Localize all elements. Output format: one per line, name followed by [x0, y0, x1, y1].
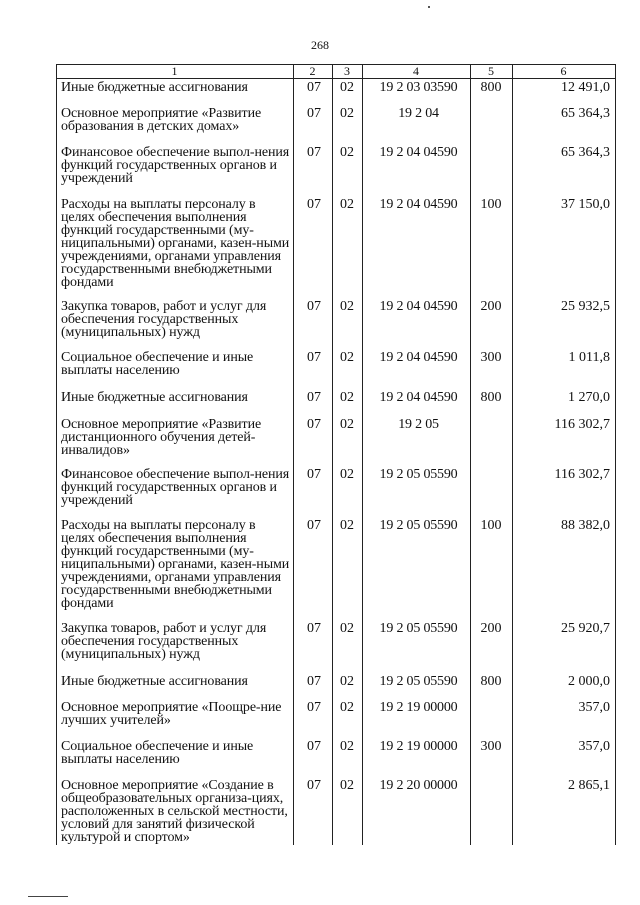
row-amount: 12 491,0 [561, 80, 610, 95]
column-divider [293, 64, 294, 845]
row-name: Финансовое обеспечение выпол-нения функций государственных органов и учреждений [61, 145, 290, 186]
row-amount: 2 865,1 [568, 778, 610, 793]
row-subsection: 02 [340, 299, 354, 314]
row-name: Социальное обеспечение и иные выплаты населению [61, 739, 254, 767]
header-cell: 6 [560, 64, 567, 78]
column-divider [512, 64, 513, 845]
row-amount: 116 302,7 [554, 417, 610, 432]
header-cell: 5 [488, 64, 494, 78]
row-name: Иные бюджетные ассигнования [61, 80, 248, 95]
header-cell: 2 [309, 64, 316, 78]
row-subsection: 02 [340, 700, 354, 715]
row-target-code: 19 2 04 04590 [379, 390, 458, 405]
row-expense-type: 800 [480, 674, 502, 689]
row-expense-type: 100 [480, 518, 502, 533]
row-subsection: 02 [340, 417, 354, 432]
row-target-code: 19 2 05 [398, 417, 439, 432]
row-expense-type: 200 [480, 621, 502, 636]
row-target-code: 19 2 05 05590 [379, 467, 458, 482]
row-target-code: 19 2 04 04590 [379, 197, 458, 212]
row-section: 07 [307, 700, 321, 715]
row-name: Основное мероприятие «Развитие дистанционного обучения детей-инвалидов» [61, 417, 262, 458]
row-section: 07 [307, 197, 321, 212]
row-name: Основное мероприятие «Развитие образования в детских домах» [61, 106, 262, 134]
row-section: 07 [307, 739, 321, 754]
row-name: Иные бюджетные ассигнования [61, 674, 248, 689]
row-section: 07 [307, 778, 321, 793]
row-section: 07 [307, 621, 321, 636]
header-bottom-border [56, 78, 616, 79]
row-name: Расходы на выплаты персоналу в целях обеспечения выполнения функций государственными (му-ниципальными) органами, казен-ными учреждениями, органами управления государственными внебюджетными фондами [61, 518, 290, 611]
row-amount: 65 364,3 [561, 106, 610, 121]
column-divider [615, 64, 616, 845]
row-target-code: 19 2 04 04590 [379, 299, 458, 314]
row-subsection: 02 [340, 739, 354, 754]
row-amount: 65 364,3 [561, 145, 610, 160]
row-name: Закупка товаров, работ и услуг для обеспечения государственных (муниципальных) нужд [61, 621, 267, 662]
row-section: 07 [307, 350, 321, 365]
row-expense-type: 800 [480, 80, 502, 95]
row-target-code: 19 2 19 00000 [379, 739, 458, 754]
row-section: 07 [307, 674, 321, 689]
row-subsection: 02 [340, 778, 354, 793]
scan-artifact [428, 6, 430, 8]
row-subsection: 02 [340, 390, 354, 405]
row-amount: 2 000,0 [568, 674, 610, 689]
row-expense-type: 800 [480, 390, 502, 405]
row-amount: 88 382,0 [561, 518, 610, 533]
row-amount: 1 011,8 [568, 350, 610, 365]
row-subsection: 02 [340, 467, 354, 482]
row-amount: 357,0 [578, 700, 610, 715]
column-divider [362, 64, 363, 845]
row-target-code: 19 2 04 [398, 106, 439, 121]
row-section: 07 [307, 467, 321, 482]
row-section: 07 [307, 299, 321, 314]
row-subsection: 02 [340, 518, 354, 533]
header-cell: 3 [344, 64, 350, 78]
page-number: 268 [311, 38, 329, 52]
row-expense-type: 100 [480, 197, 502, 212]
row-subsection: 02 [340, 350, 354, 365]
column-divider [332, 64, 333, 845]
row-target-code: 19 2 20 00000 [379, 778, 458, 793]
row-target-code: 19 2 19 00000 [379, 700, 458, 715]
row-section: 07 [307, 390, 321, 405]
row-expense-type: 200 [480, 299, 502, 314]
row-amount: 37 150,0 [561, 197, 610, 212]
row-name: Закупка товаров, работ и услуг для обеспечения государственных (муниципальных) нужд [61, 299, 267, 340]
row-amount: 25 932,5 [561, 299, 610, 314]
scan-artifact [28, 896, 68, 897]
row-amount: 25 920,7 [561, 621, 610, 636]
row-subsection: 02 [340, 197, 354, 212]
header-cell: 4 [413, 64, 419, 78]
row-target-code: 19 2 04 04590 [379, 145, 458, 160]
row-subsection: 02 [340, 674, 354, 689]
row-amount: 357,0 [578, 739, 610, 754]
row-subsection: 02 [340, 145, 354, 160]
row-amount: 1 270,0 [568, 390, 610, 405]
row-section: 07 [307, 417, 321, 432]
row-name: Социальное обеспечение и иные выплаты населению [61, 350, 254, 378]
row-name: Расходы на выплаты персоналу в целях обеспечения выполнения функций государственными (му-ниципальными) органами, казен-ными учреждениями, органами управления государственными внебюджетными фондами [61, 197, 290, 290]
row-expense-type: 300 [480, 350, 502, 365]
row-target-code: 19 2 05 05590 [379, 518, 458, 533]
row-name: Основное мероприятие «Создание в общеобразовательных организа-циях, расположенных в сельской местности, условий для занятий физической культурой и спортом» [61, 778, 288, 845]
row-target-code: 19 2 05 05590 [379, 674, 458, 689]
row-amount: 116 302,7 [554, 467, 610, 482]
column-divider [56, 64, 57, 845]
row-name: Иные бюджетные ассигнования [61, 390, 248, 405]
row-name: Основное мероприятие «Поощре-ние лучших учителей» [61, 700, 282, 728]
row-name: Финансовое обеспечение выпол-нения функций государственных органов и учреждений [61, 467, 290, 508]
row-target-code: 19 2 05 05590 [379, 621, 458, 636]
row-section: 07 [307, 145, 321, 160]
header-cell: 1 [171, 64, 178, 78]
row-section: 07 [307, 518, 321, 533]
column-divider [470, 64, 471, 845]
row-subsection: 02 [340, 106, 354, 121]
row-target-code: 19 2 03 03590 [379, 80, 458, 95]
row-subsection: 02 [340, 621, 354, 636]
row-target-code: 19 2 04 04590 [379, 350, 458, 365]
row-expense-type: 300 [480, 739, 502, 754]
row-section: 07 [307, 80, 321, 95]
row-section: 07 [307, 106, 321, 121]
row-subsection: 02 [340, 80, 354, 95]
